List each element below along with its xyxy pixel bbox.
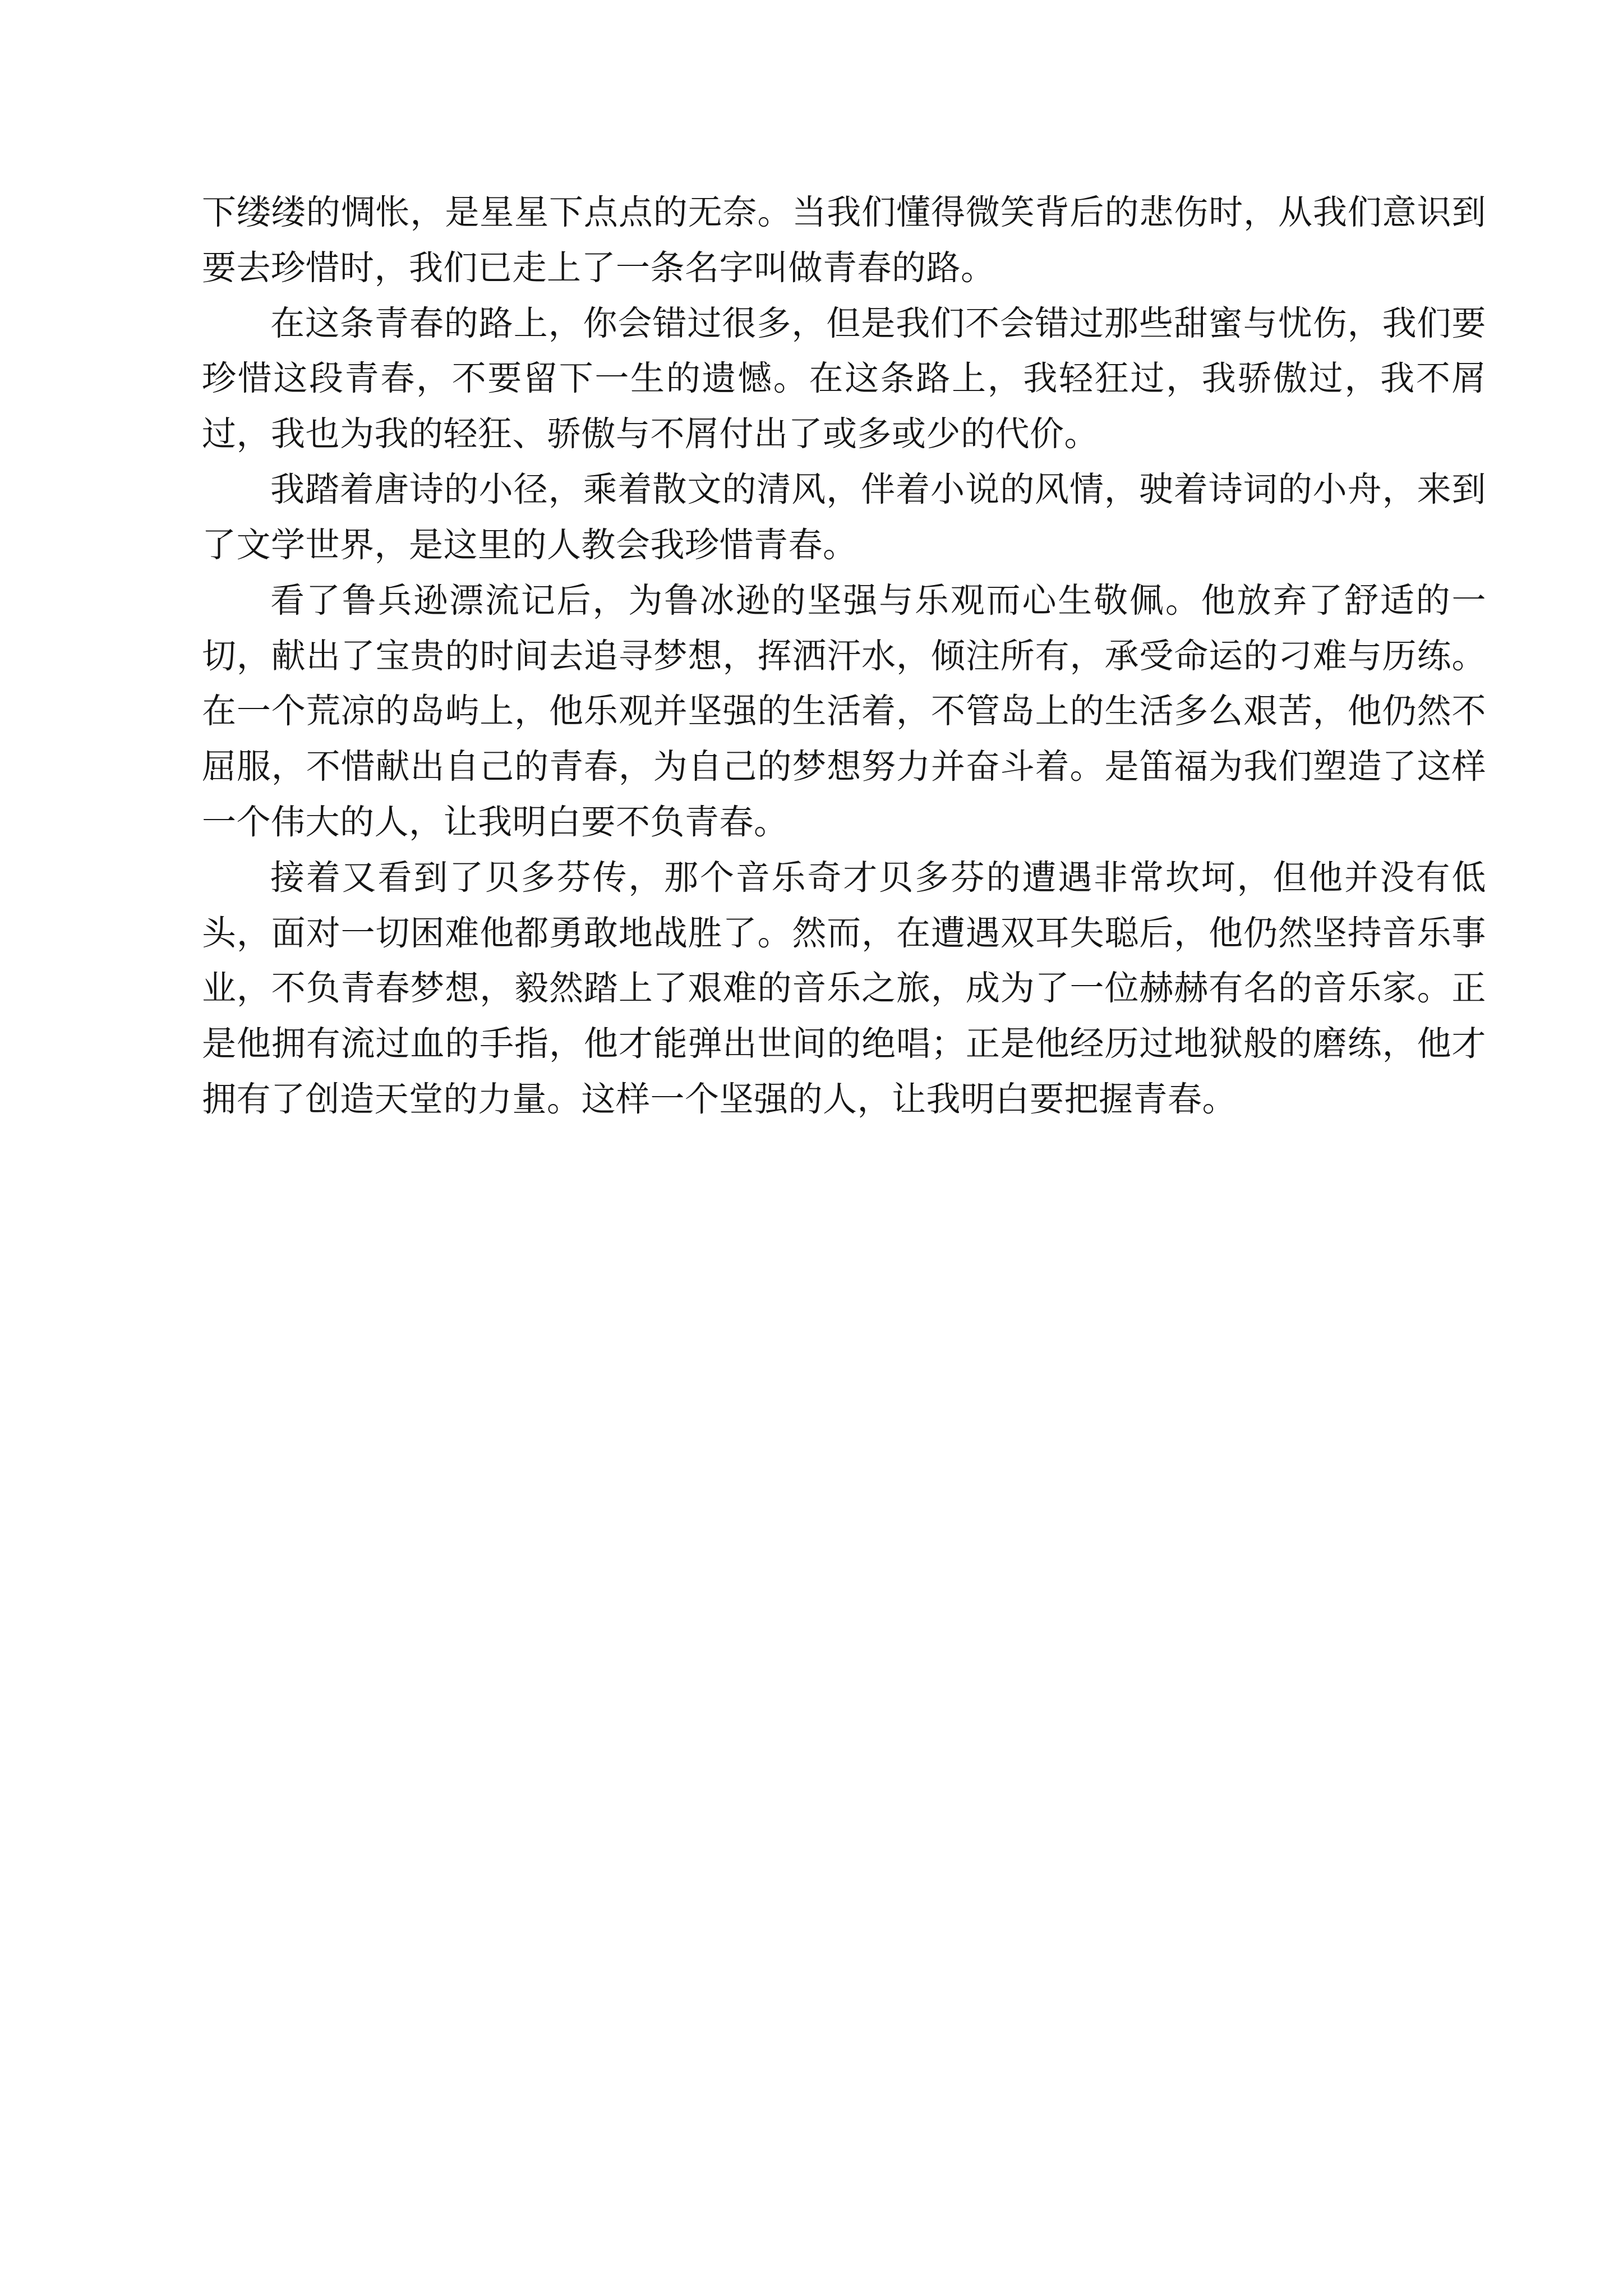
document-body [202,185,1486,1128]
paragraph: 下缕缕的惆怅，是星星下点点的无奈。当我们懂得微笑背后的悲伤时，从我们意识到要去珍惜时，我们已走上了一条名字叫做青春的路。 [202,192,1486,288]
paragraph: 在这条青春的路上，你会错过很多，但是我们不会错过那些甜蜜与忧伤，我们要珍惜这段青春，不要留下一生的遗憾。在这条路上，我轻狂过，我骄傲过，我不屑过，我也为我的轻狂、骄傲与不屑付出了或多或少的代价。 [202,303,1486,454]
paragraph: 看了鲁兵逊漂流记后，为鲁冰逊的坚强与乐观而心生敬佩。他放弃了舒适的一切，献出了宝贵的时间去追寻梦想，挥洒汗水，倾注所有，承受命运的刁难与历练。在一个荒凉的岛屿上，他乐观并坚强的生活着，不管岛上的生活多么艰苦，他仍然不屈服，不惜献出自己的青春，为自己的梦想努力并奋斗着。是笛福为我们塑造了这样一个伟大的人，让我明白要不负青春。 [202,580,1486,842]
paragraph: 接着又看到了贝多芬传，那个音乐奇才贝多芬的遭遇非常坎坷，但他并没有低头，面对一切困难他都勇敢地战胜了。然而，在遭遇双耳失聪后，他仍然坚持音乐事业，不负青春梦想，毅然踏上了艰难的音乐之旅，成为了一位赫赫有名的音乐家。正是他拥有流过血的手指，他才能弹出世间的绝唱；正是他经历过地狱般的磨练，他才拥有了创造天堂的力量。这样一个坚强的人，让我明白要把握青春。 [202,857,1486,1119]
paragraph: 我踏着唐诗的小径，乘着散文的清风，伴着小说的风情，驶着诗词的小舟，来到了文学世界，是这里的人教会我珍惜青春。 [202,470,1486,565]
